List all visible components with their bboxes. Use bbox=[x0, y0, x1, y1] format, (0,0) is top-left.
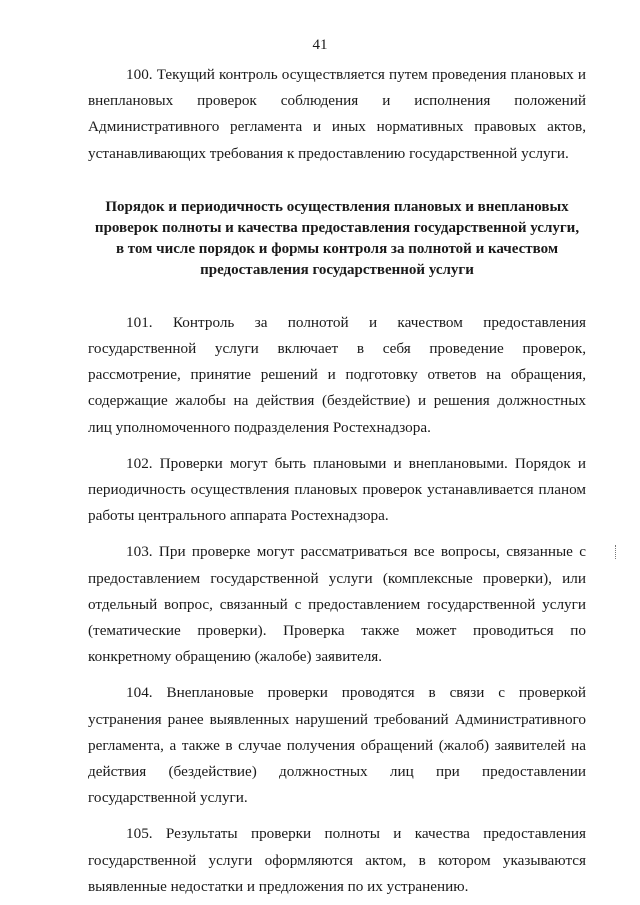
paragraph-105: 105. Результаты проверки полноты и качества предоставления государственной услуги оформляются актом, в котором указываются выявленные недостатки и предложения по их устранению. bbox=[88, 825, 586, 895]
paragraph-100: 100. Текущий контроль осуществляется путем проведения плановых и внеплановых проверок соблюдения и исполнения положений Административного регламента и иных нормативных правовых актов, устанавливающих требования к предоставлению государственной услуги. bbox=[88, 66, 586, 162]
paragraph-104: 104. Внеплановые проверки проводятся в связи с проверкой устранения ранее выявленных нарушений требований Административного регламента, а также в случае получения обращений (жалоб) заявителей на действия (бездействие) должностных лиц при предоставлении государственной услуги. bbox=[88, 684, 586, 807]
heading-line-1: Порядок и периодичность осуществления плановых и внеплановых bbox=[105, 198, 569, 215]
document-body bbox=[88, 62, 586, 900]
heading-line-4: предоставления государственной услуги bbox=[200, 261, 474, 278]
paragraph-102: 102. Проверки могут быть плановыми и внеплановыми. Порядок и периодичность осуществления плановых проверок устанавливается планом работы центрального аппарата Ростехнадзора. bbox=[88, 454, 586, 525]
heading-line-2: проверок полноты и качества предоставления государственной услуги, bbox=[94, 219, 580, 236]
paragraph-103: 103. При проверке могут рассматриваться все вопросы, связанные с предоставлением государственной услуги (комплексные проверки), или отдельный вопрос, связанный с предоставлением государственной услуги (тематические проверки). Проверка также может проводиться по конкретному обращению (жалобе) заявителя. bbox=[88, 543, 586, 666]
page-number: 41 bbox=[312, 37, 328, 53]
section-heading bbox=[88, 197, 586, 281]
paragraph-101: 101. Контроль за полнотой и качеством предоставления государственной услуги включает в себя проведение проверок, рассмотрение, принятие решений и подготовку ответов на обращения, содержащие жалобы на действия (бездействие) и решения должностных лиц уполномоченного подразделения Ростехнадзора. bbox=[88, 313, 586, 436]
heading-line-3: в том числе порядок и формы контроля за полнотой и качеством bbox=[115, 240, 559, 257]
scan-margin-mark bbox=[615, 545, 618, 559]
